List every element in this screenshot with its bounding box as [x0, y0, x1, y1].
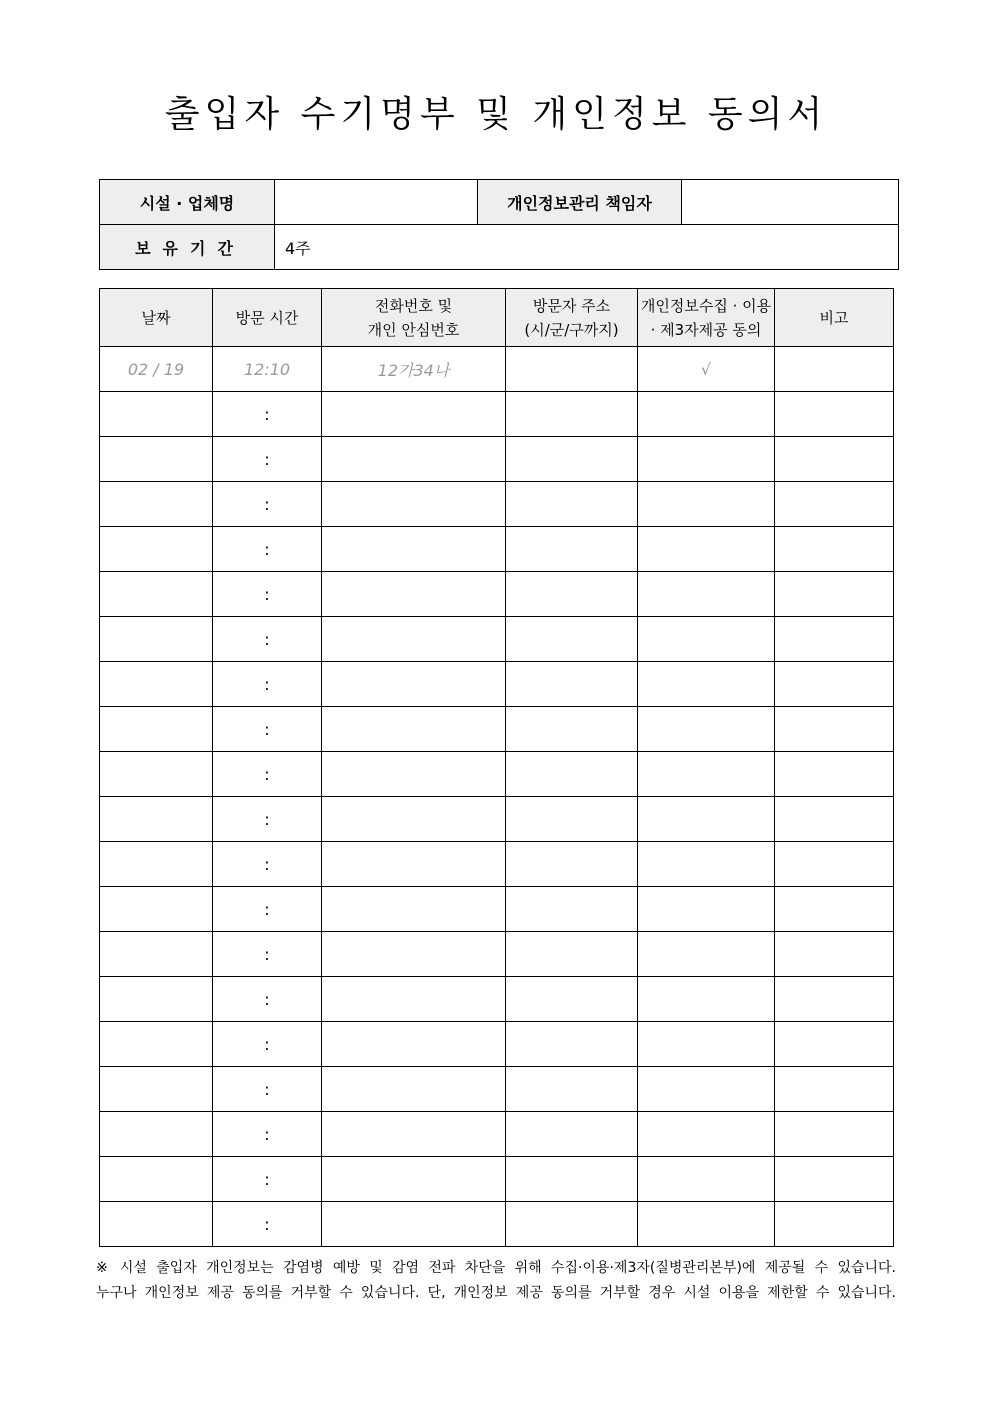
header-consent-line2: · 제3자제공 동의 [650, 320, 762, 339]
date-cell[interactable] [100, 1022, 213, 1067]
time-cell[interactable]: : [213, 392, 322, 437]
header-address-line1: 방문자 주소 [532, 296, 611, 315]
date-cell[interactable] [100, 1112, 213, 1157]
remarks-cell[interactable] [775, 1067, 894, 1112]
retention-label: 보유기간 [100, 225, 275, 270]
example-time[interactable]: 12:10 [213, 347, 322, 392]
phone-cell[interactable] [322, 572, 506, 617]
table-row [100, 752, 894, 797]
phone-cell[interactable] [322, 797, 506, 842]
privacy-notice [96, 1256, 896, 1306]
table-row [100, 1157, 894, 1202]
date-cell[interactable] [100, 572, 213, 617]
consent-cell[interactable] [638, 977, 775, 1022]
date-cell[interactable] [100, 482, 213, 527]
remarks-cell[interactable] [775, 572, 894, 617]
phone-cell[interactable] [322, 842, 506, 887]
example-date[interactable]: 02 / 19 [100, 347, 213, 392]
time-cell[interactable]: : [213, 1157, 322, 1202]
phone-cell[interactable] [322, 662, 506, 707]
phone-cell[interactable] [322, 392, 506, 437]
table-row [100, 482, 894, 527]
consent-cell[interactable] [638, 527, 775, 572]
table-row [100, 977, 894, 1022]
consent-cell[interactable] [638, 1157, 775, 1202]
date-cell[interactable] [100, 527, 213, 572]
retention-period-field[interactable]: 4주 [275, 225, 899, 270]
facility-name-field[interactable] [275, 180, 478, 225]
header-phone-line1: 전화번호 및 [374, 296, 453, 315]
remarks-cell[interactable] [775, 707, 894, 752]
consent-cell[interactable] [638, 572, 775, 617]
date-cell[interactable] [100, 617, 213, 662]
address-cell[interactable] [506, 1022, 638, 1067]
consent-cell[interactable] [638, 662, 775, 707]
consent-cell[interactable] [638, 482, 775, 527]
table-row [100, 1202, 894, 1247]
address-cell[interactable] [506, 482, 638, 527]
address-cell[interactable] [506, 797, 638, 842]
remarks-cell[interactable] [775, 1022, 894, 1067]
remarks-cell[interactable] [775, 1112, 894, 1157]
page-title: 출입자 수기명부 및 개인정보 동의서 [164, 94, 828, 135]
time-cell[interactable]: : [213, 797, 322, 842]
remarks-cell[interactable] [775, 887, 894, 932]
table-row [100, 797, 894, 842]
phone-cell[interactable] [322, 1067, 506, 1112]
privacy-notice-line2: 누구나 개인정보 제공 동의를 거부할 수 있습니다. 단, 개인정보 제공 동의를 거부할 경우 시설 이용을 제한할 수 있습니다. [96, 1285, 896, 1301]
address-cell[interactable] [506, 707, 638, 752]
date-cell[interactable] [100, 707, 213, 752]
date-cell[interactable] [100, 752, 213, 797]
time-cell[interactable]: : [213, 977, 322, 1022]
header-phone [322, 289, 506, 347]
time-cell[interactable]: : [213, 482, 322, 527]
table-row [100, 707, 894, 752]
facility-info-table [99, 179, 899, 270]
phone-cell[interactable] [322, 1112, 506, 1157]
consent-cell[interactable] [638, 437, 775, 482]
time-cell[interactable]: : [213, 887, 322, 932]
phone-cell[interactable] [322, 1022, 506, 1067]
consent-cell[interactable] [638, 797, 775, 842]
address-cell[interactable] [506, 1157, 638, 1202]
consent-cell[interactable] [638, 1202, 775, 1247]
facility-row [100, 180, 899, 225]
phone-cell[interactable] [322, 977, 506, 1022]
consent-cell[interactable] [638, 1112, 775, 1157]
remarks-cell[interactable] [775, 662, 894, 707]
remarks-cell[interactable] [775, 1202, 894, 1247]
remarks-cell[interactable] [775, 482, 894, 527]
consent-cell[interactable] [638, 392, 775, 437]
date-cell[interactable] [100, 932, 213, 977]
privacy-manager-field[interactable] [682, 180, 899, 225]
consent-cell[interactable] [638, 617, 775, 662]
header-consent-line1: 개인정보수집 · 이용 [640, 296, 772, 315]
header-date: 날짜 [100, 289, 213, 347]
table-row [100, 1022, 894, 1067]
table-row [100, 527, 894, 572]
address-cell[interactable] [506, 1067, 638, 1112]
date-cell[interactable] [100, 797, 213, 842]
remarks-cell[interactable] [775, 752, 894, 797]
header-address-line2: (시/군/구까지) [524, 320, 619, 339]
table-row [100, 572, 894, 617]
table-row [100, 437, 894, 482]
time-cell[interactable]: : [213, 1067, 322, 1112]
example-phone[interactable]: 12가34나 [322, 347, 506, 392]
phone-cell[interactable] [322, 482, 506, 527]
address-cell[interactable] [506, 572, 638, 617]
facility-label: 시설 · 업체명 [100, 180, 275, 225]
phone-cell[interactable] [322, 437, 506, 482]
consent-cell[interactable] [638, 842, 775, 887]
address-cell[interactable] [506, 752, 638, 797]
address-cell[interactable] [506, 932, 638, 977]
date-cell[interactable] [100, 437, 213, 482]
phone-cell[interactable] [322, 527, 506, 572]
table-row [100, 392, 894, 437]
visitor-log-table [99, 288, 894, 1247]
phone-cell[interactable] [322, 1157, 506, 1202]
consent-cell[interactable] [638, 1022, 775, 1067]
example-remarks[interactable] [775, 347, 894, 392]
address-cell[interactable] [506, 392, 638, 437]
remarks-cell[interactable] [775, 527, 894, 572]
phone-cell[interactable] [322, 707, 506, 752]
time-cell[interactable]: : [213, 662, 322, 707]
time-cell[interactable]: : [213, 842, 322, 887]
example-row [100, 347, 894, 392]
consent-cell[interactable] [638, 932, 775, 977]
time-cell[interactable]: : [213, 1202, 322, 1247]
phone-cell[interactable] [322, 932, 506, 977]
date-cell[interactable] [100, 977, 213, 1022]
phone-cell[interactable] [322, 887, 506, 932]
address-cell[interactable] [506, 1112, 638, 1157]
retention-row [100, 225, 899, 270]
header-phone-line2: 개인 안심번호 [367, 320, 460, 339]
table-row [100, 662, 894, 707]
remarks-cell[interactable] [775, 617, 894, 662]
privacy-notice-line1: ※ 시설 출입자 개인정보는 감염병 예방 및 감염 전파 차단을 위해 수집·이용·제3자(질병관리본부)에 제공될 수 있습니다. [96, 1260, 896, 1276]
date-cell[interactable] [100, 887, 213, 932]
date-cell[interactable] [100, 662, 213, 707]
table-row [100, 842, 894, 887]
consent-cell[interactable] [638, 707, 775, 752]
date-cell[interactable] [100, 1067, 213, 1112]
date-cell[interactable] [100, 842, 213, 887]
address-cell[interactable] [506, 842, 638, 887]
privacy-manager-label: 개인정보관리 책임자 [478, 180, 682, 225]
header-address [506, 289, 638, 347]
time-cell[interactable]: : [213, 752, 322, 797]
consent-cell[interactable] [638, 1067, 775, 1112]
time-cell[interactable]: : [213, 572, 322, 617]
remarks-cell[interactable] [775, 797, 894, 842]
table-row [100, 1112, 894, 1157]
time-cell[interactable]: : [213, 437, 322, 482]
remarks-cell[interactable] [775, 437, 894, 482]
consent-cell[interactable] [638, 887, 775, 932]
example-consent-check[interactable]: √ [638, 347, 775, 392]
table-row [100, 617, 894, 662]
time-cell[interactable]: : [213, 527, 322, 572]
date-cell[interactable] [100, 1202, 213, 1247]
address-cell[interactable] [506, 1202, 638, 1247]
address-cell[interactable] [506, 617, 638, 662]
remarks-cell[interactable] [775, 842, 894, 887]
time-cell[interactable]: : [213, 617, 322, 662]
remarks-cell[interactable] [775, 392, 894, 437]
time-cell[interactable]: : [213, 707, 322, 752]
date-cell[interactable] [100, 392, 213, 437]
phone-cell[interactable] [322, 1202, 506, 1247]
date-cell[interactable] [100, 1157, 213, 1202]
time-cell[interactable]: : [213, 1022, 322, 1067]
remarks-cell[interactable] [775, 977, 894, 1022]
example-address[interactable] [506, 347, 638, 392]
address-cell[interactable] [506, 977, 638, 1022]
header-consent [638, 289, 775, 347]
table-row [100, 887, 894, 932]
address-cell[interactable] [506, 887, 638, 932]
address-cell[interactable] [506, 527, 638, 572]
time-cell[interactable]: : [213, 932, 322, 977]
table-row [100, 1067, 894, 1112]
time-cell[interactable]: : [213, 1112, 322, 1157]
header-time: 방문 시간 [213, 289, 322, 347]
table-row [100, 932, 894, 977]
remarks-cell[interactable] [775, 932, 894, 977]
address-cell[interactable] [506, 662, 638, 707]
address-cell[interactable] [506, 437, 638, 482]
header-remarks: 비고 [775, 289, 894, 347]
consent-cell[interactable] [638, 752, 775, 797]
phone-cell[interactable] [322, 752, 506, 797]
remarks-cell[interactable] [775, 1157, 894, 1202]
header-row [100, 289, 894, 347]
phone-cell[interactable] [322, 617, 506, 662]
